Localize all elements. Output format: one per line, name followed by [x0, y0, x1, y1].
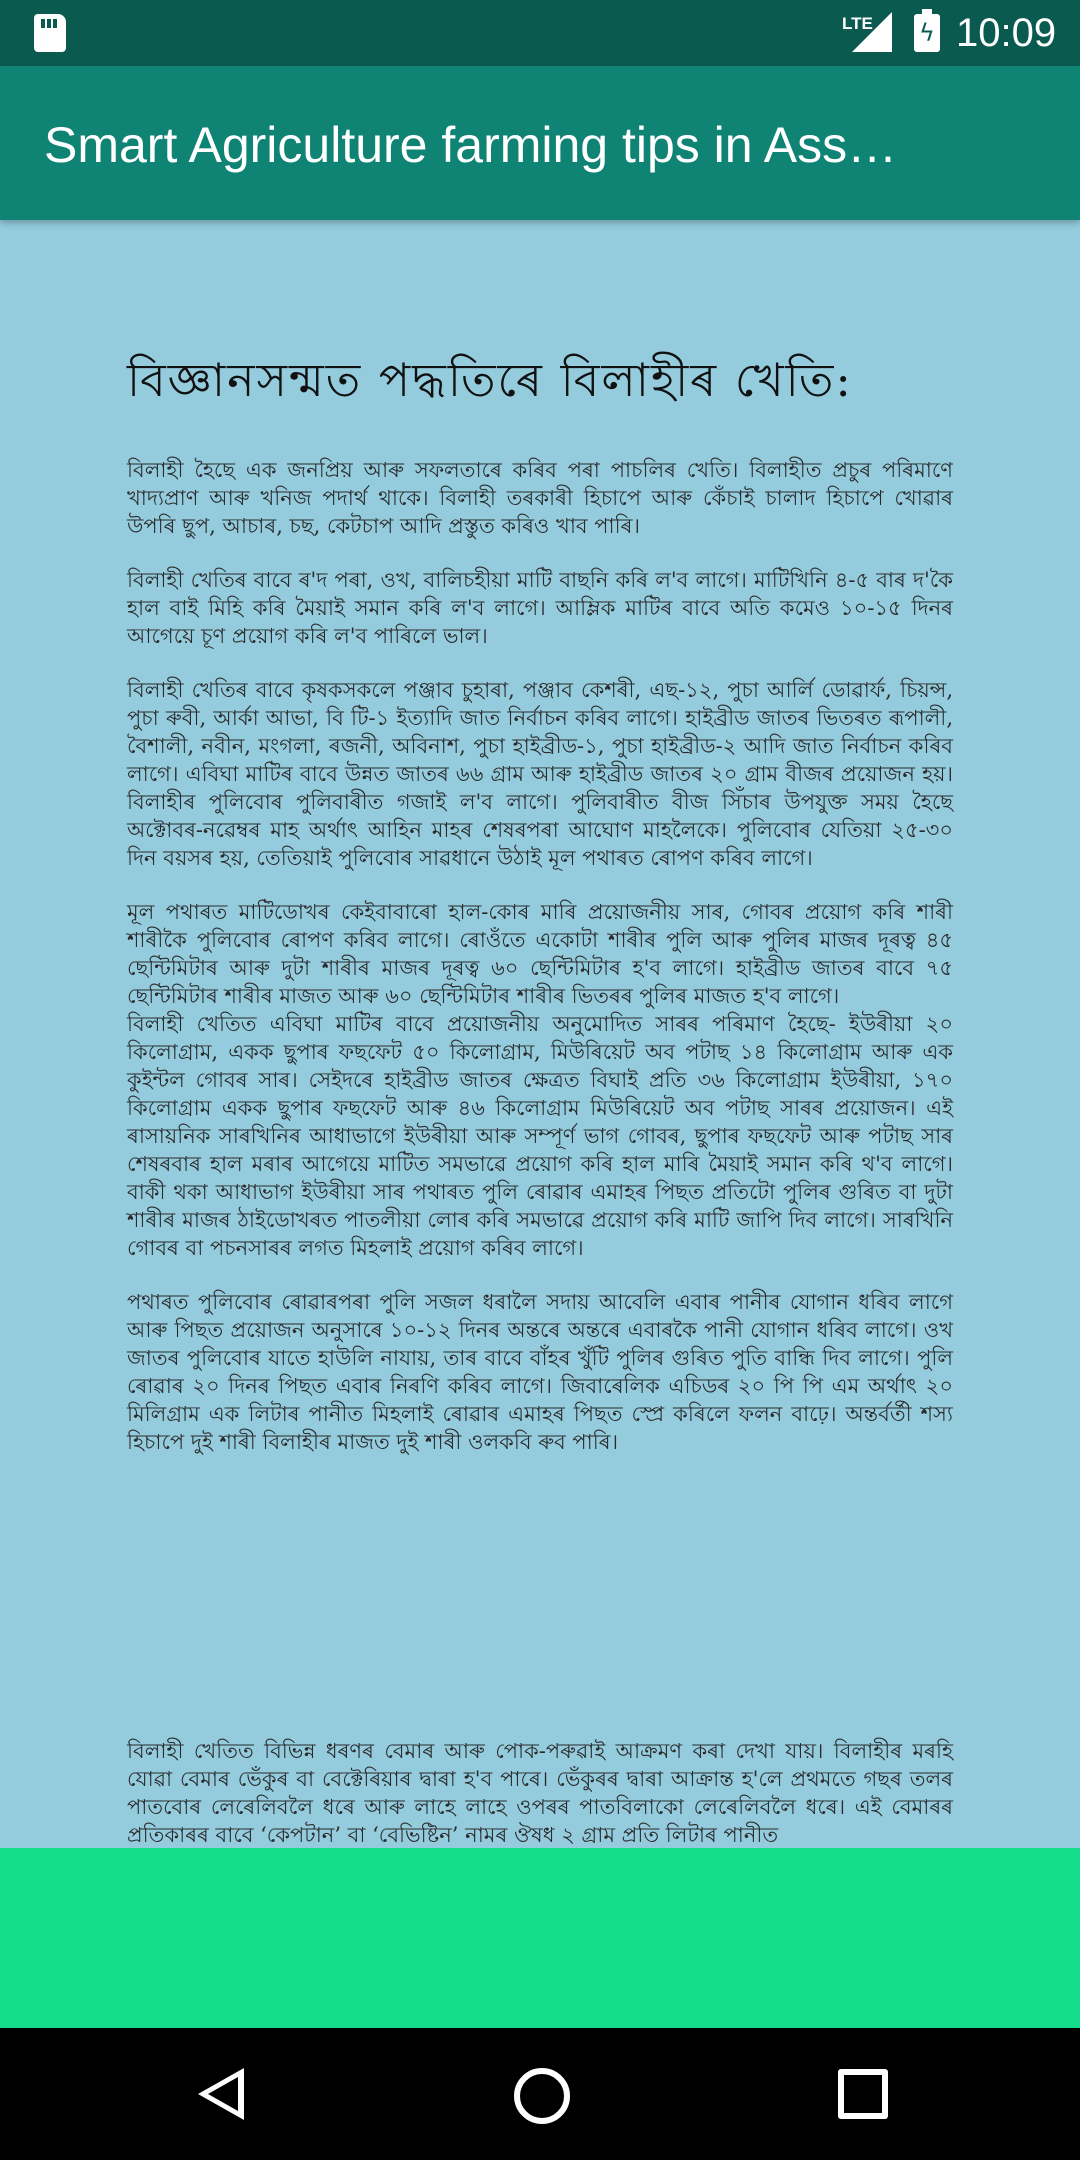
article-heading: বিজ্ঞানসন্মত পদ্ধতিৰে বিলাহীৰ খেতি:	[127, 353, 853, 407]
article-paragraph: বিলাহী খেতিত বিভিন্ন ধৰণৰ বেমাৰ আৰু পোক-পৰুৱাই আক্ৰমণ কৰা দেখা যায়। বিলাহীৰ মৰহি যোৱা বেমাৰ ভেঁকুৰ বা বেক্টেৰিয়াৰ দ্বাৰা হ'ব পাৰে। ভেঁকুৰৰ দ্বাৰা আক্ৰান্ত হ'লে প্ৰথমতে গছৰ তলৰ পাতবোৰ লেৰেলিবলৈ ধৰে আৰু লাহে লাহে ওপৰৰ পাতবিলাকো লেৰেলিবলৈ ধৰে। এই বেমাৰৰ প্ৰতিকাৰৰ বাবে ‘কেপটান’ বা ‘বেভিষ্টিন’ নামৰ ঔষধ ২ গ্ৰাম প্ৰতি লিটাৰ পানীত	[127, 1739, 953, 1847]
status-bar	[0, 0, 1080, 66]
article-scroll-view[interactable]	[0, 220, 1080, 1848]
article-paragraph: পথাৰত পুলিবোৰ ৰোৱাৰপৰা পুলি সজল ধৰালৈ সদায় আবেলি এবাৰ পানীৰ যোগান ধৰিব লাগে আৰু পিছত প্ৰয়োজন অনুসাৰে ১০-১২ দিনৰ অন্তৰে অন্তৰে এবাৰকৈ পানী যোগান ধৰিব লাগে। ওখ জাতৰ পুলিবোৰ যাতে হাউলি নাযায়, তাৰ বাবে বাঁহৰ খুঁটি পুলিৰ গুৰিত পুতি বান্ধি দিব লাগে। পুলি ৰোৱাৰ ২০ দিনৰ পিছত এবাৰ নিৰণি কৰিব লাগে। জিবাৰেলিক এচিডৰ ২০ পি পি এম অৰ্থাৎ ২০ মিলিগ্ৰাম এক লিটাৰ পানীত মিহলাই ৰোৱাৰ এমাহৰ পিছত স্প্ৰে কৰিলে ফলন বাঢ়ে। অন্তৰ্বৰ্তী শস্য হিচাপে দুই শাৰী বিলাহীৰ মাজত দুই শাৰী ওলকবি ৰুব পাৰি।	[127, 1290, 953, 1454]
navigation-bar	[0, 2028, 1080, 2160]
battery-charging-icon: ϟ	[914, 14, 940, 52]
sd-card-icon	[34, 14, 66, 52]
network-type-label: LTE	[842, 14, 873, 33]
app-title: Smart Agriculture farming tips in Ass…	[44, 117, 898, 173]
article-paragraph: মূল পথাৰত মাটিডোখৰ কেইবাবাৰো হাল-কোৰ মাৰি প্ৰয়োজনীয় সাৰ, গোবৰ প্ৰয়োগ কৰি শাৰী শাৰীকৈ পুলিবোৰ ৰোপণ কৰিব লাগে। ৰোওঁতে একোটা শাৰীৰ পুলি আৰু পুলিৰ মাজৰ দূৰত্ব ৪৫ ছেন্টিমিটাৰ আৰু দুটা শাৰীৰ মাজৰ দূৰত্ব ৬০ ছেন্টিমিটাৰ হ'ব লাগে। হাইব্ৰীড জাতৰ বাবে ৭৫ ছেন্টিমিটাৰ শাৰীৰ মাজত আৰু ৬০ ছেন্টিমিটাৰ শাৰীৰ ভিতৰৰ পুলিৰ মাজত হ'ব লাগে।	[127, 900, 953, 1008]
article-paragraph: বিলাহী হৈছে এক জনপ্ৰিয় আৰু সফলতাৰে কৰিব পৰা পাচলিৰ খেতি। বিলাহীত প্ৰচুৰ পৰিমাণে খাদ্যপ্ৰাণ আৰু খনিজ পদাৰ্থ থাকে। বিলাহী তৰকাৰী হিচাপে আৰু কেঁচাই চালাদ হিচাপে খোৱাৰ উপৰি ছুপ, আচাৰ, চছ, কেটচাপ আদি প্ৰস্তুত কৰিও খাব পাৰি।	[127, 458, 953, 538]
ad-banner[interactable]	[0, 1848, 1080, 2028]
back-icon[interactable]	[198, 2068, 244, 2120]
article-paragraph: বিলাহী খেতিত এবিঘা মাটিৰ বাবে প্ৰয়োজনীয় অনুমোদিত সাৰৰ পৰিমাণ হৈছে- ইউৰীয়া ২০ কিলোগ্ৰাম, একক ছুপাৰ ফছফেট ৫০ কিলোগ্ৰাম, মিউৰিয়েট অব পটাছ ১৪ কিলোগ্ৰাম আৰু এক কুইন্টল গোবৰ সাৰ। সেইদৰে হাইব্ৰীড জাতৰ ক্ষেত্ৰত বিঘাই প্ৰতি ৩৬ কিলোগ্ৰাম ইউৰীয়া, ১৭০ কিলোগ্ৰাম একক ছুপাৰ ফছফেট আৰু ৪৬ কিলোগ্ৰাম মিউৰিয়েট অব পটাছ সাৰৰ প্ৰয়োজন। এই ৰাসায়নিক সাৰখিনিৰ আধাভাগে ইউৰীয়া আৰু সম্পূৰ্ণ ভাগ গোবৰ, ছুপাৰ ফছফেট আৰু পটাছ সাৰ শেষৰবাৰ হাল মৰাৰ আগেয়ে মাটিত সমভাৱে প্ৰয়োগ কৰি হাল মাৰি মৈয়াই সমান কৰি থ'ব লাগে। বাকী থকা আধাভাগ ইউৰীয়া সাৰ পথাৰত পুলি ৰোৱাৰ এমাহৰ পিছত প্ৰতিটো পুলিৰ গুৰিত বা দুটা শাৰীৰ মাজৰ ঠাইডোখৰত পাতলীয়া লোৰ কৰি সমভাৱে প্ৰয়োগ কৰি মাটি জাপি দিব লাগে। সাৰখিনি গোবৰ বা পচনসাৰৰ লগত মিহলাই প্ৰয়োগ কৰিব লাগে।	[127, 1012, 953, 1260]
recents-icon[interactable]	[838, 2069, 888, 2119]
article	[127, 346, 953, 1848]
signal-icon	[852, 12, 892, 52]
article-paragraph: বিলাহী খেতিৰ বাবে কৃষকসকলে পঞ্জাব চুহাৰা, পঞ্জাব কেশৰী, এছ-১২, পুচা আৰ্লি ডোৱাৰ্ফ, চিয়ন্স, পুচা ৰুবী, আৰ্কা আভা, বি টি-১ ইত্যাদি জাত নিৰ্বাচন কৰিব লাগে। হাইব্ৰীড জাতৰ ভিতৰত ৰূপালী, বৈশালী, নবীন, মংগলা, ৰজনী, অবিনাশ, পুচা হাইব্ৰীড-১, পুচা হাইব্ৰীড-২ আদি জাত নিৰ্বাচন কৰিব লাগে। এবিঘা মাটিৰ বাবে উন্নত জাতৰ ৬৬ গ্ৰাম আৰু হাইব্ৰীড জাতৰ ২০ গ্ৰাম বীজৰ প্ৰয়োজন হয়। বিলাহীৰ পুলিবোৰ পুলিবাৰীত গজাই ল'ব লাগে। পুলিবাৰীত বীজ সিঁচাৰ উপযুক্ত সময় হৈছে অক্টোবৰ-নৱেম্বৰ মাহ অৰ্থাৎ আহিন মাহৰ শেষৰপৰা আঘোণ মাহলৈকে। পুলিবোৰ যেতিয়া ২৫-৩০ দিন বয়সৰ হয়, তেতিয়াই পুলিবোৰ সাৱধানে উঠাই মূল পথাৰত ৰোপণ কৰিব লাগে।	[127, 678, 953, 870]
clock: 10:09	[956, 11, 1057, 55]
article-spacer	[127, 1482, 953, 1737]
article-paragraph: বিলাহী খেতিৰ বাবে ৰ'দ পৰা, ওখ, বালিচহীয়া মাটি বাছনি কৰি ল'ব লাগে। মাটিখিনি ৪-৫ বাৰ দ'কৈ হাল বাই মিহি কৰি মৈয়াই সমান কৰি ল'ব লাগে। আম্লিক মাটিৰ বাবে অতি কমেও ১০-১৫ দিনৰ আগেয়ে চূণ প্ৰয়োগ কৰি ল'ব পাৰিলে ভাল।	[127, 568, 953, 648]
app-bar	[0, 66, 1080, 220]
home-icon[interactable]	[514, 2068, 570, 2124]
